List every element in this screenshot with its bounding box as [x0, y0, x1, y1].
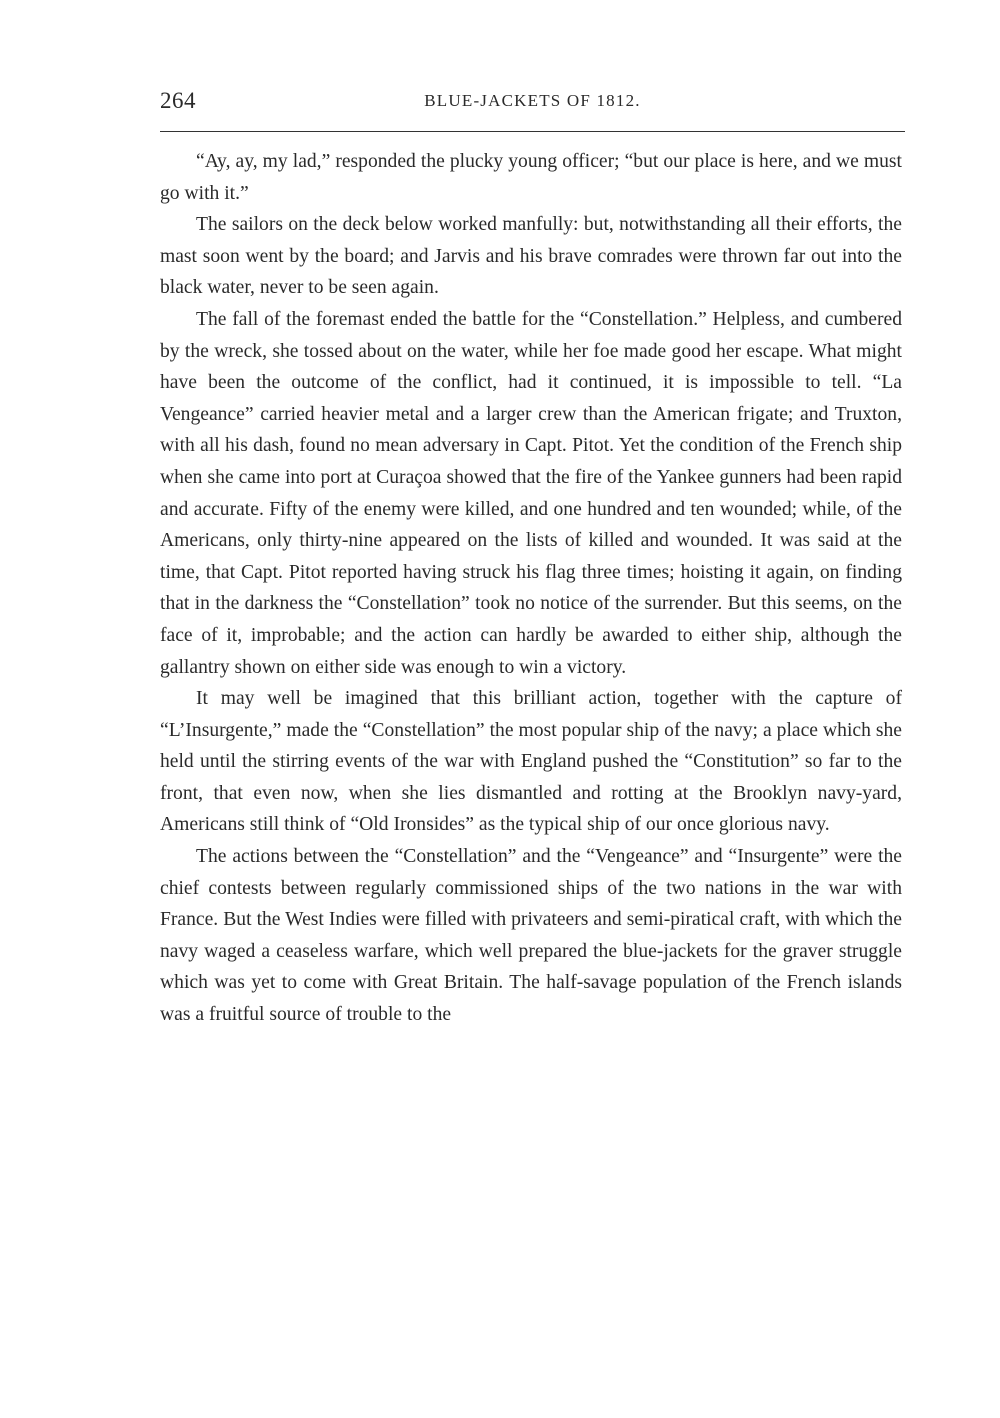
- paragraph: “Ay, ay, my lad,” responded the plucky young officer; “but our place is here, and we must go with it.”: [160, 151, 902, 204]
- paragraph: It may well be imagined that this brilliant action, together with the capture of “L’Insurgente,” made the “Constellation” the most popular ship of the navy; a place which she held until the stirring events of the war with England pushed the “Constitution” so far to the front, that even now, when she lies dismantled and rotting at the Brooklyn navy-yard, Americans still think of “Old Ironsides” as the typical ship of our once glorious navy.: [160, 688, 902, 836]
- page-header: [160, 88, 905, 118]
- paragraph: The sailors on the deck below worked manfully: but, notwithstanding all their efforts, the mast soon went by the board; and Jarvis and his brave comrades were thrown far out into the black water, never to be seen again.: [160, 214, 902, 299]
- header-rule: [160, 131, 905, 132]
- page-number: 264: [160, 88, 196, 113]
- paragraph: The actions between the “Constellation” and the “Vengeance” and “Insurgente” were the chief contests between regularly commissioned ships of the two nations in the war with France. But the West Indies were filled with privateers and semi-piratical craft, with which the navy waged a ceaseless warfare, which well prepared the blue-jackets for the graver struggle which was yet to come with Great Britain. The half-savage population of the French islands was a fruitful source of trouble to the: [160, 846, 902, 1026]
- body-text: [160, 146, 902, 1031]
- running-title: BLUE-JACKETS OF 1812.: [424, 91, 641, 110]
- paragraph: The fall of the foremast ended the battle for the “Constellation.” Helpless, and cumbered by the wreck, she tossed about on the water, while her foe made good her escape. What might have been the outcome of the conflict, had it continued, it is impossible to tell. “La Vengeance” carried heavier metal and a larger crew than the American frigate; and Truxton, with all his dash, found no mean adversary in Capt. Pitot. Yet the condition of the French ship when she came into port at Curaçoa showed that the fire of the Yankee gunners had been rapid and accurate. Fifty of the enemy were killed, and one hundred and ten wounded; while, of the Americans, only thirty-nine appeared on the lists of killed and wounded. It was said at the time, that Capt. Pitot reported having struck his flag three times; hoisting it again, on finding that in the darkness the “Constellation” took no notice of the surrender. But this seems, on the face of it, improbable; and the action can hardly be awarded to either ship, although the gallantry shown on either side was enough to win a victory.: [160, 308, 902, 678]
